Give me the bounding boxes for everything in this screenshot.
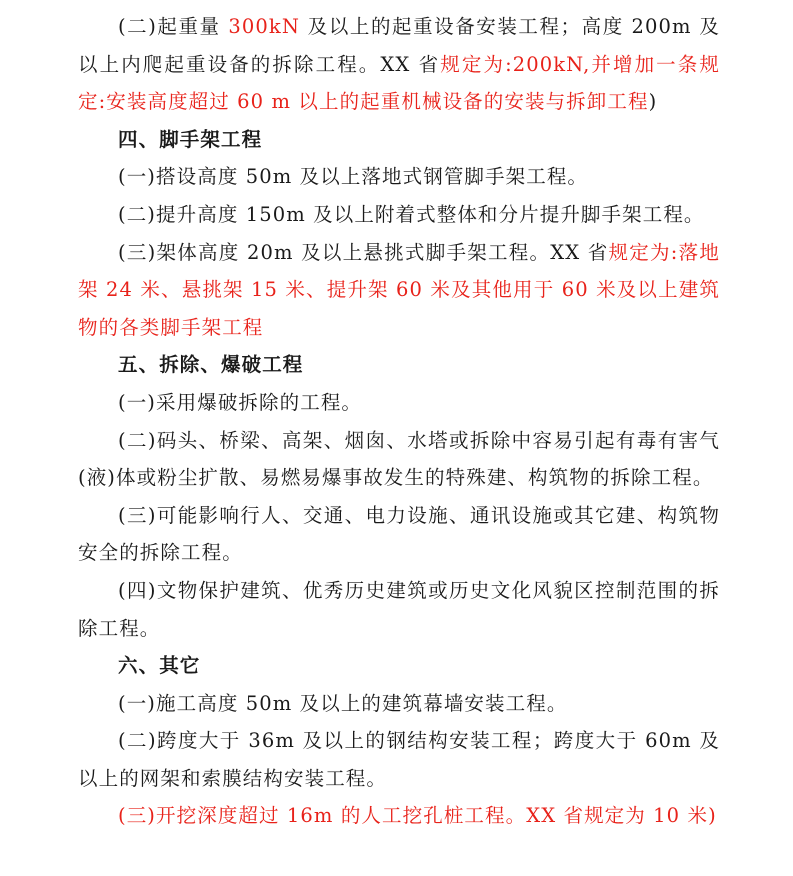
section-heading-demolition: 五、拆除、爆破工程: [118, 353, 304, 377]
other-item-2: (二)跨度大于 36m 及以上的钢结构安装工程；跨度大于 60m 及以上的网架和索膜结构安装工程。: [78, 729, 720, 790]
demolition-item-1: (一)采用爆破拆除的工程。: [118, 390, 363, 414]
crane-item-2: (二)起重量 300kN 及以上的起重设备安装工程；高度 200m 及以上内爬起重设备的拆除工程。XX 省规定为:200kN,并增加一条规定:安装高度超过 60 m 以上的起重机械设备的安装与拆卸工程): [78, 15, 720, 114]
demolition-item-4: (四)文物保护建筑、优秀历史建筑或历史文化风貌区控制范围的拆除工程。: [78, 578, 720, 640]
scaffold-item-3: (三)架体高度 20m 及以上悬挑式脚手架工程。XX 省规定为:落地架 24 米、悬挑架 15 米、提升架 60 米及其他用于 60 米及以上建筑物的各类脚手架工程: [78, 240, 720, 339]
section-heading-scaffold: 四、脚手架工程: [118, 127, 263, 151]
scaffold-item-2: (二)提升高度 150m 及以上附着式整体和分片提升脚手架工程。: [118, 202, 705, 226]
section-heading-other: 六、其它: [118, 654, 201, 678]
other-item-3: (三)开挖深度超过 16m 的人工挖孔桩工程。XX 省规定为 10 米): [118, 804, 717, 828]
scaffold-item-1: (一)搭设高度 50m 及以上落地式钢管脚手架工程。: [118, 165, 589, 189]
demolition-item-2: (二)码头、桥梁、高架、烟囱、水塔或拆除中容易引起有毒有害气(液)体或粉尘扩散、易燃易爆事故发生的特殊建、构筑物的拆除工程。: [78, 428, 720, 490]
demolition-item-3: (三)可能影响行人、交通、电力设施、通讯设施或其它建、构筑物安全的拆除工程。: [78, 503, 720, 565]
document-page: [78, 0, 720, 835]
other-item-1: (一)施工高度 50m 及以上的建筑幕墙安装工程。: [118, 691, 568, 715]
